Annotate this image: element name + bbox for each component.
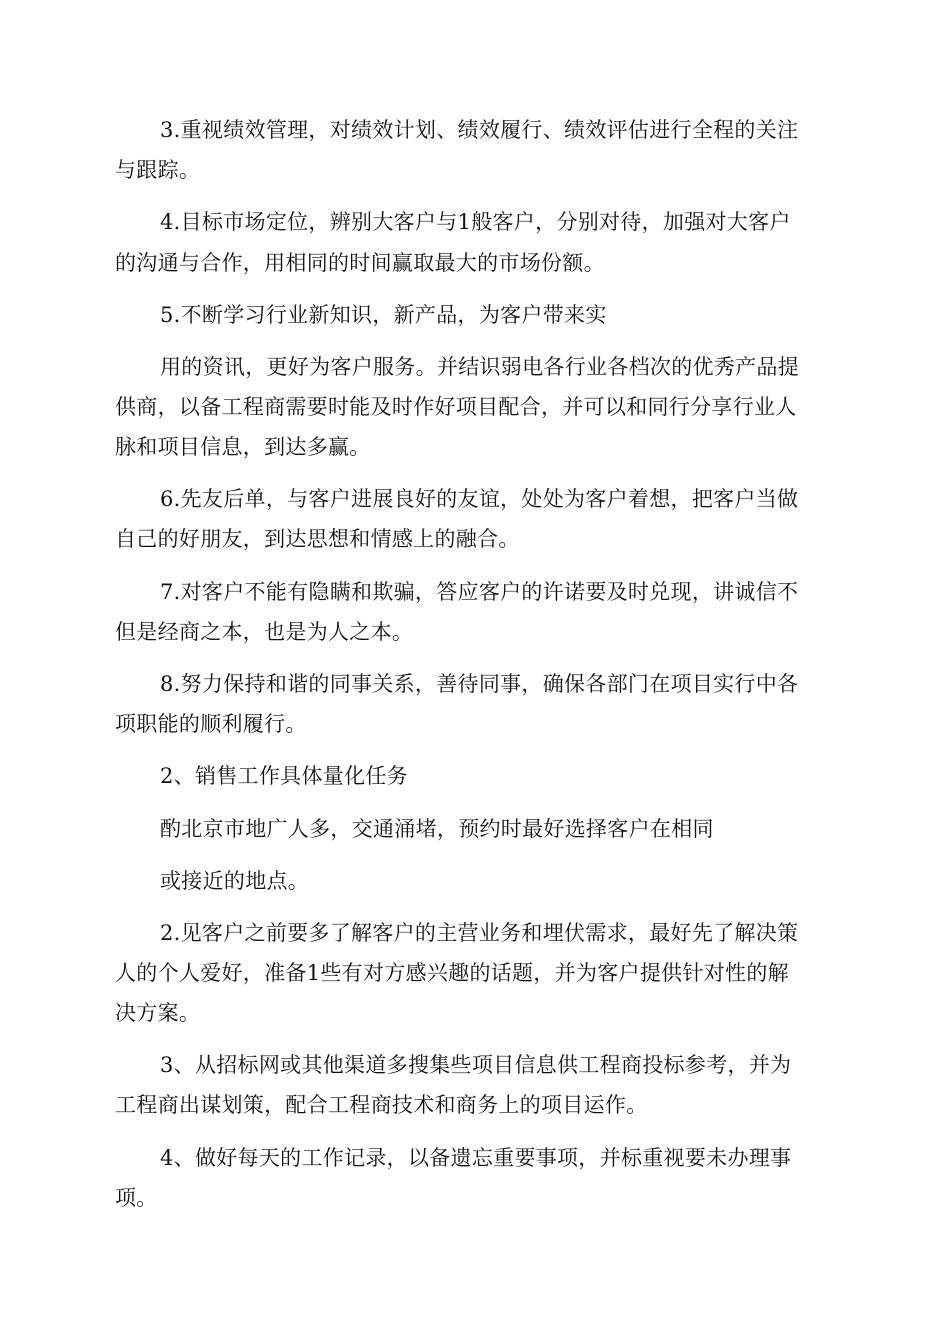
paragraph-line: 4.目标市场定位，辨别大客户与1般客户，分别对待，加强对大客户 — [160, 210, 791, 234]
paragraph-line: 8.努力保持和谐的同事关系，善待同事，确保各部门在项目实行中各 — [160, 672, 799, 696]
paragraph-line: 酌北京市地广人多，交通涌堵，预约时最好选择客户在相同 — [160, 817, 714, 841]
paragraph-line: 项。 — [115, 1186, 158, 1210]
section-heading: 2、销售工作具体量化任务 — [160, 764, 408, 788]
paragraph-line: 但是经商之本，也是为人之本。 — [115, 620, 414, 644]
paragraph-line: 3、从招标网或其他渠道多搜集些项目信息供工程商投标参考，并为 — [160, 1053, 792, 1077]
paragraph-line: 2.见客户之前要多了解客户的主营业务和埋伏需求，最好先了解决策 — [160, 921, 799, 945]
paragraph-line: 工程商出谋划策，配合工程商技术和商务上的项目运作。 — [115, 1093, 648, 1117]
paragraph-line: 4、做好每天的工作记录，以备遗忘重要事项，并标重视要未办理事 — [160, 1146, 792, 1170]
paragraph-line: 5.不断学习行业新知识，新产品，为客户带来实 — [160, 303, 607, 327]
paragraph-line: 自己的好朋友，到达思想和情感上的融合。 — [115, 527, 520, 551]
paragraph-line: 脉和项目信息，到达多赢。 — [115, 435, 371, 459]
paragraph-line: 供商，以备工程商需要时能及时作好项目配合，并可以和同行分享行业人 — [115, 395, 797, 419]
paragraph-line: 7.对客户不能有隐瞒和欺骗，答应客户的许诺要及时兑现，讲诚信不 — [160, 580, 799, 604]
paragraph-line: 或接近的地点。 — [160, 869, 310, 893]
paragraph-line: 6.先友后单，与客户进展良好的友谊，处处为客户着想，把客户当做 — [160, 487, 799, 511]
paragraph-line: 3.重视绩效管理，对绩效计划、绩效履行、绩效评估进行全程的关注 — [160, 118, 799, 142]
paragraph-line: 项职能的顺利履行。 — [115, 712, 307, 736]
paragraph-line: 人的个人爱好，准备1些有对方感兴趣的话题，并为客户提供针对性的解 — [115, 961, 789, 985]
paragraph-line: 决方案。 — [115, 1001, 201, 1025]
paragraph-line: 与跟踪。 — [115, 158, 201, 182]
paragraph-line: 的沟通与合作，用相同的时间赢取最大的市场份额。 — [115, 251, 605, 275]
paragraph-line: 用的资讯，更好为客户服务。并结识弱电各行业各档次的优秀产品提 — [160, 355, 799, 379]
